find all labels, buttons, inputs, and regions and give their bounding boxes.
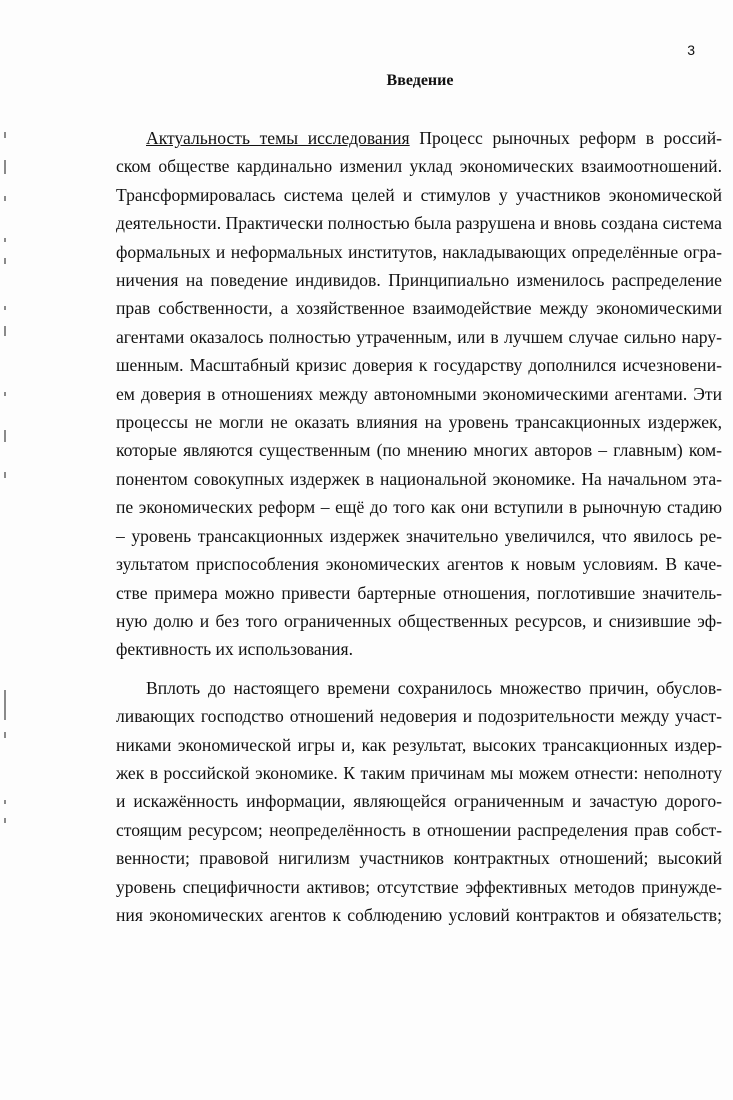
body-text: [116, 124, 722, 929]
text-line: ливающих господство отношений недоверия и подозрительности между участ-: [116, 706, 722, 727]
paragraph-2: [116, 674, 722, 930]
text-line: ния экономических агентов к соблюдению условий контрактов и обязательств;: [116, 904, 722, 925]
text-line: Вплоть до настоящего времени сохранилось множество причин, обуслов-: [146, 677, 722, 698]
text-line: деятельности. Практически полностью была разрушена и вновь создана система: [116, 213, 722, 234]
text-line: зультатом приспособления экономических агентов к новым условиям. В каче-: [116, 554, 722, 575]
text-line: никами экономической игры и, как результат, высоких трансакционных издер-: [116, 734, 722, 755]
text-line: шенным. Масштабный кризис доверия к государству дополнился исчезновени-: [116, 355, 722, 376]
paragraph-1-line-1: [116, 124, 722, 152]
scan-margin-marks: [4, 120, 24, 840]
text-line: уровень специфичности активов; отсутствие эффективных методов принужде-: [116, 876, 722, 897]
section-heading: Введение: [386, 72, 454, 89]
paragraph-gap: [116, 664, 722, 674]
text-line: – уровень трансакционных издержек значительно увеличился, что явилось ре-: [116, 525, 722, 546]
paragraph-1: [116, 124, 722, 664]
text-line: жек в российской экономике. К таким причинам мы можем отнести: неполноту: [116, 762, 722, 783]
text-line: венности; правовой нигилизм участников контрактных отношений; высокий: [116, 848, 722, 869]
text-line: ничения на поведение индивидов. Принципиально изменилось распределение: [116, 270, 722, 291]
text-line: пе экономических реформ – ещё до того как они вступили в рыночную стадию: [116, 497, 722, 518]
text-line: ем доверия в отношениях между автономными экономическими агентами. Эти: [116, 383, 722, 404]
text-line-last: фективность их использования.: [116, 639, 353, 660]
text-line: Трансформировалась система целей и стимулов у участников экономической: [116, 184, 722, 205]
text-line: понентом совокупных издержек в национальной экономике. На начальном эта-: [116, 468, 722, 489]
text-line: агентами оказалось полностью утраченным, или в лучшем случае сильно нару-: [116, 326, 722, 347]
text-line: стоящим ресурсом; неопределённость в отношении распределения прав собст-: [116, 819, 722, 840]
text-line: ную долю и без того ограниченных общественных ресурсов, и снизившие эф-: [116, 610, 722, 631]
text-line: прав собственности, а хозяйственное взаимодействие между экономическими: [116, 298, 722, 319]
text-line: стве примера можно привести бартерные отношения, поглотившие значитель-: [116, 582, 722, 603]
page-number: 3: [687, 42, 695, 58]
text-line: формальных и неформальных институтов, накладывающих определённые огра-: [116, 241, 722, 262]
text-line: ском обществе кардинально изменил уклад экономических взаимоотношений.: [116, 156, 722, 177]
text-line: процессы не могли не оказать влияния на уровень трансакционных издержек,: [116, 412, 722, 433]
topic-label: Актуальность темы исследования: [146, 128, 410, 148]
text-line: которые являются существенным (по мнению многих авторов – главным) ком-: [116, 440, 722, 461]
text-line: и искажённость информации, являющейся ограниченным и зачастую дорого-: [116, 791, 722, 812]
first-line-rest: Процесс рыночных реформ в россий-: [409, 128, 722, 148]
